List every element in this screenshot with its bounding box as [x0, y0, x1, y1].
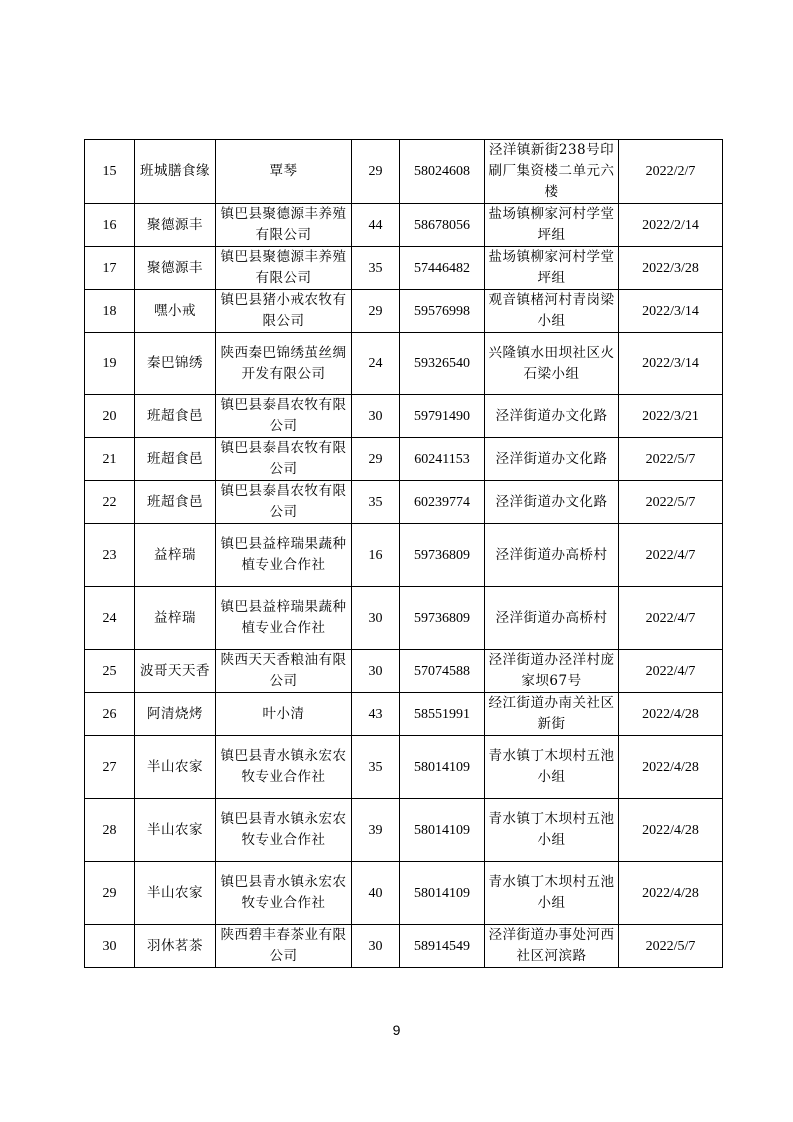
cell-date: 2022/4/28 [619, 693, 723, 736]
cell-number: 20 [85, 395, 135, 438]
cell-address: 泾洋镇新街238号印刷厂集资楼二单元六楼 [485, 140, 619, 204]
cell-address: 经江街道办南关社区新街 [485, 693, 619, 736]
cell-name: 嘿小戒 [135, 290, 216, 333]
cell-name: 羽休茗茶 [135, 925, 216, 968]
cell-number: 19 [85, 333, 135, 395]
cell-number: 30 [85, 925, 135, 968]
cell-code: 57446482 [400, 247, 485, 290]
table-row [85, 799, 723, 862]
cell-company: 镇巴县青水镇永宏农牧专业合作社 [216, 862, 352, 925]
cell-name: 班超食邑 [135, 481, 216, 524]
cell-code: 59736809 [400, 524, 485, 587]
cell-seats: 35 [352, 247, 400, 290]
cell-date: 2022/4/28 [619, 736, 723, 799]
cell-code: 58014109 [400, 862, 485, 925]
cell-date: 2022/3/28 [619, 247, 723, 290]
cell-name: 益梓瑞 [135, 587, 216, 650]
table-row [85, 736, 723, 799]
cell-name: 半山农家 [135, 736, 216, 799]
cell-code: 59576998 [400, 290, 485, 333]
cell-number: 29 [85, 862, 135, 925]
cell-seats: 24 [352, 333, 400, 395]
cell-date: 2022/4/7 [619, 650, 723, 693]
table-row [85, 395, 723, 438]
cell-company: 叶小清 [216, 693, 352, 736]
cell-address: 盐场镇柳家河村学堂坪组 [485, 247, 619, 290]
cell-code: 59736809 [400, 587, 485, 650]
cell-company: 镇巴县聚德源丰养殖有限公司 [216, 204, 352, 247]
cell-code: 60239774 [400, 481, 485, 524]
cell-seats: 30 [352, 587, 400, 650]
cell-name: 阿清烧烤 [135, 693, 216, 736]
cell-company: 镇巴县泰昌农牧有限公司 [216, 481, 352, 524]
cell-address: 观音镇楮河村青岗梁小组 [485, 290, 619, 333]
cell-date: 2022/3/14 [619, 333, 723, 395]
cell-number: 24 [85, 587, 135, 650]
cell-number: 22 [85, 481, 135, 524]
cell-company: 镇巴县益梓瑞果蔬种植专业合作社 [216, 587, 352, 650]
cell-name: 班超食邑 [135, 395, 216, 438]
cell-address: 青水镇丁木坝村五池小组 [485, 736, 619, 799]
cell-number: 16 [85, 204, 135, 247]
cell-number: 28 [85, 799, 135, 862]
table-row [85, 650, 723, 693]
cell-code: 58014109 [400, 736, 485, 799]
cell-company: 陕西秦巴锦绣茧丝绸开发有限公司 [216, 333, 352, 395]
cell-name: 聚德源丰 [135, 247, 216, 290]
table-row [85, 140, 723, 204]
table-row [85, 693, 723, 736]
cell-seats: 29 [352, 290, 400, 333]
table-row [85, 333, 723, 395]
cell-number: 18 [85, 290, 135, 333]
table-row [85, 587, 723, 650]
cell-code: 58678056 [400, 204, 485, 247]
cell-code: 59791490 [400, 395, 485, 438]
cell-name: 聚德源丰 [135, 204, 216, 247]
cell-company: 镇巴县青水镇永宏农牧专业合作社 [216, 736, 352, 799]
cell-date: 2022/2/7 [619, 140, 723, 204]
cell-seats: 43 [352, 693, 400, 736]
cell-date: 2022/2/14 [619, 204, 723, 247]
cell-seats: 30 [352, 650, 400, 693]
cell-address: 泾洋街道办高桥村 [485, 524, 619, 587]
cell-company: 镇巴县益梓瑞果蔬种植专业合作社 [216, 524, 352, 587]
table-row [85, 290, 723, 333]
cell-address: 泾洋街道办文化路 [485, 395, 619, 438]
cell-address: 兴隆镇水田坝社区火石梁小组 [485, 333, 619, 395]
cell-company: 镇巴县聚德源丰养殖有限公司 [216, 247, 352, 290]
cell-date: 2022/5/7 [619, 481, 723, 524]
table-row [85, 247, 723, 290]
table-row [85, 481, 723, 524]
cell-date: 2022/5/7 [619, 925, 723, 968]
cell-seats: 30 [352, 925, 400, 968]
cell-number: 21 [85, 438, 135, 481]
cell-address: 泾洋街道办文化路 [485, 438, 619, 481]
cell-date: 2022/4/7 [619, 587, 723, 650]
cell-code: 58014109 [400, 799, 485, 862]
cell-address: 青水镇丁木坝村五池小组 [485, 862, 619, 925]
cell-number: 23 [85, 524, 135, 587]
cell-seats: 35 [352, 481, 400, 524]
cell-seats: 35 [352, 736, 400, 799]
cell-address: 泾洋街道办事处河西社区河滨路 [485, 925, 619, 968]
cell-date: 2022/4/28 [619, 862, 723, 925]
cell-date: 2022/4/7 [619, 524, 723, 587]
cell-name: 班超食邑 [135, 438, 216, 481]
cell-code: 57074588 [400, 650, 485, 693]
cell-date: 2022/3/14 [619, 290, 723, 333]
table-row [85, 925, 723, 968]
table-row [85, 862, 723, 925]
cell-seats: 40 [352, 862, 400, 925]
cell-company: 陕西天天香粮油有限公司 [216, 650, 352, 693]
cell-address: 泾洋街道办高桥村 [485, 587, 619, 650]
cell-seats: 16 [352, 524, 400, 587]
cell-seats: 44 [352, 204, 400, 247]
cell-seats: 39 [352, 799, 400, 862]
cell-name: 半山农家 [135, 799, 216, 862]
cell-company: 陕西碧丰春茶业有限公司 [216, 925, 352, 968]
cell-number: 15 [85, 140, 135, 204]
cell-name: 波哥天天香 [135, 650, 216, 693]
table-row [85, 438, 723, 481]
cell-code: 60241153 [400, 438, 485, 481]
cell-company: 覃琴 [216, 140, 352, 204]
cell-address: 青水镇丁木坝村五池小组 [485, 799, 619, 862]
cell-number: 17 [85, 247, 135, 290]
cell-code: 59326540 [400, 333, 485, 395]
cell-date: 2022/4/28 [619, 799, 723, 862]
cell-date: 2022/5/7 [619, 438, 723, 481]
cell-address: 泾洋街道办泾洋村庞家坝67号 [485, 650, 619, 693]
cell-company: 镇巴县青水镇永宏农牧专业合作社 [216, 799, 352, 862]
cell-code: 58914549 [400, 925, 485, 968]
cell-name: 益梓瑞 [135, 524, 216, 587]
cell-seats: 29 [352, 438, 400, 481]
cell-code: 58551991 [400, 693, 485, 736]
cell-name: 班城膳食缘 [135, 140, 216, 204]
cell-number: 27 [85, 736, 135, 799]
cell-company: 镇巴县泰昌农牧有限公司 [216, 395, 352, 438]
registration-table [84, 139, 723, 968]
cell-address: 盐场镇柳家河村学堂坪组 [485, 204, 619, 247]
cell-number: 26 [85, 693, 135, 736]
cell-seats: 30 [352, 395, 400, 438]
cell-date: 2022/3/21 [619, 395, 723, 438]
page-number: 9 [392, 1022, 401, 1038]
table-row [85, 204, 723, 247]
cell-address: 泾洋街道办文化路 [485, 481, 619, 524]
table-row [85, 524, 723, 587]
cell-code: 58024608 [400, 140, 485, 204]
cell-name: 半山农家 [135, 862, 216, 925]
cell-number: 25 [85, 650, 135, 693]
cell-company: 镇巴县猪小戒农牧有限公司 [216, 290, 352, 333]
cell-seats: 29 [352, 140, 400, 204]
table-body [85, 140, 723, 968]
cell-company: 镇巴县泰昌农牧有限公司 [216, 438, 352, 481]
cell-name: 秦巴锦绣 [135, 333, 216, 395]
